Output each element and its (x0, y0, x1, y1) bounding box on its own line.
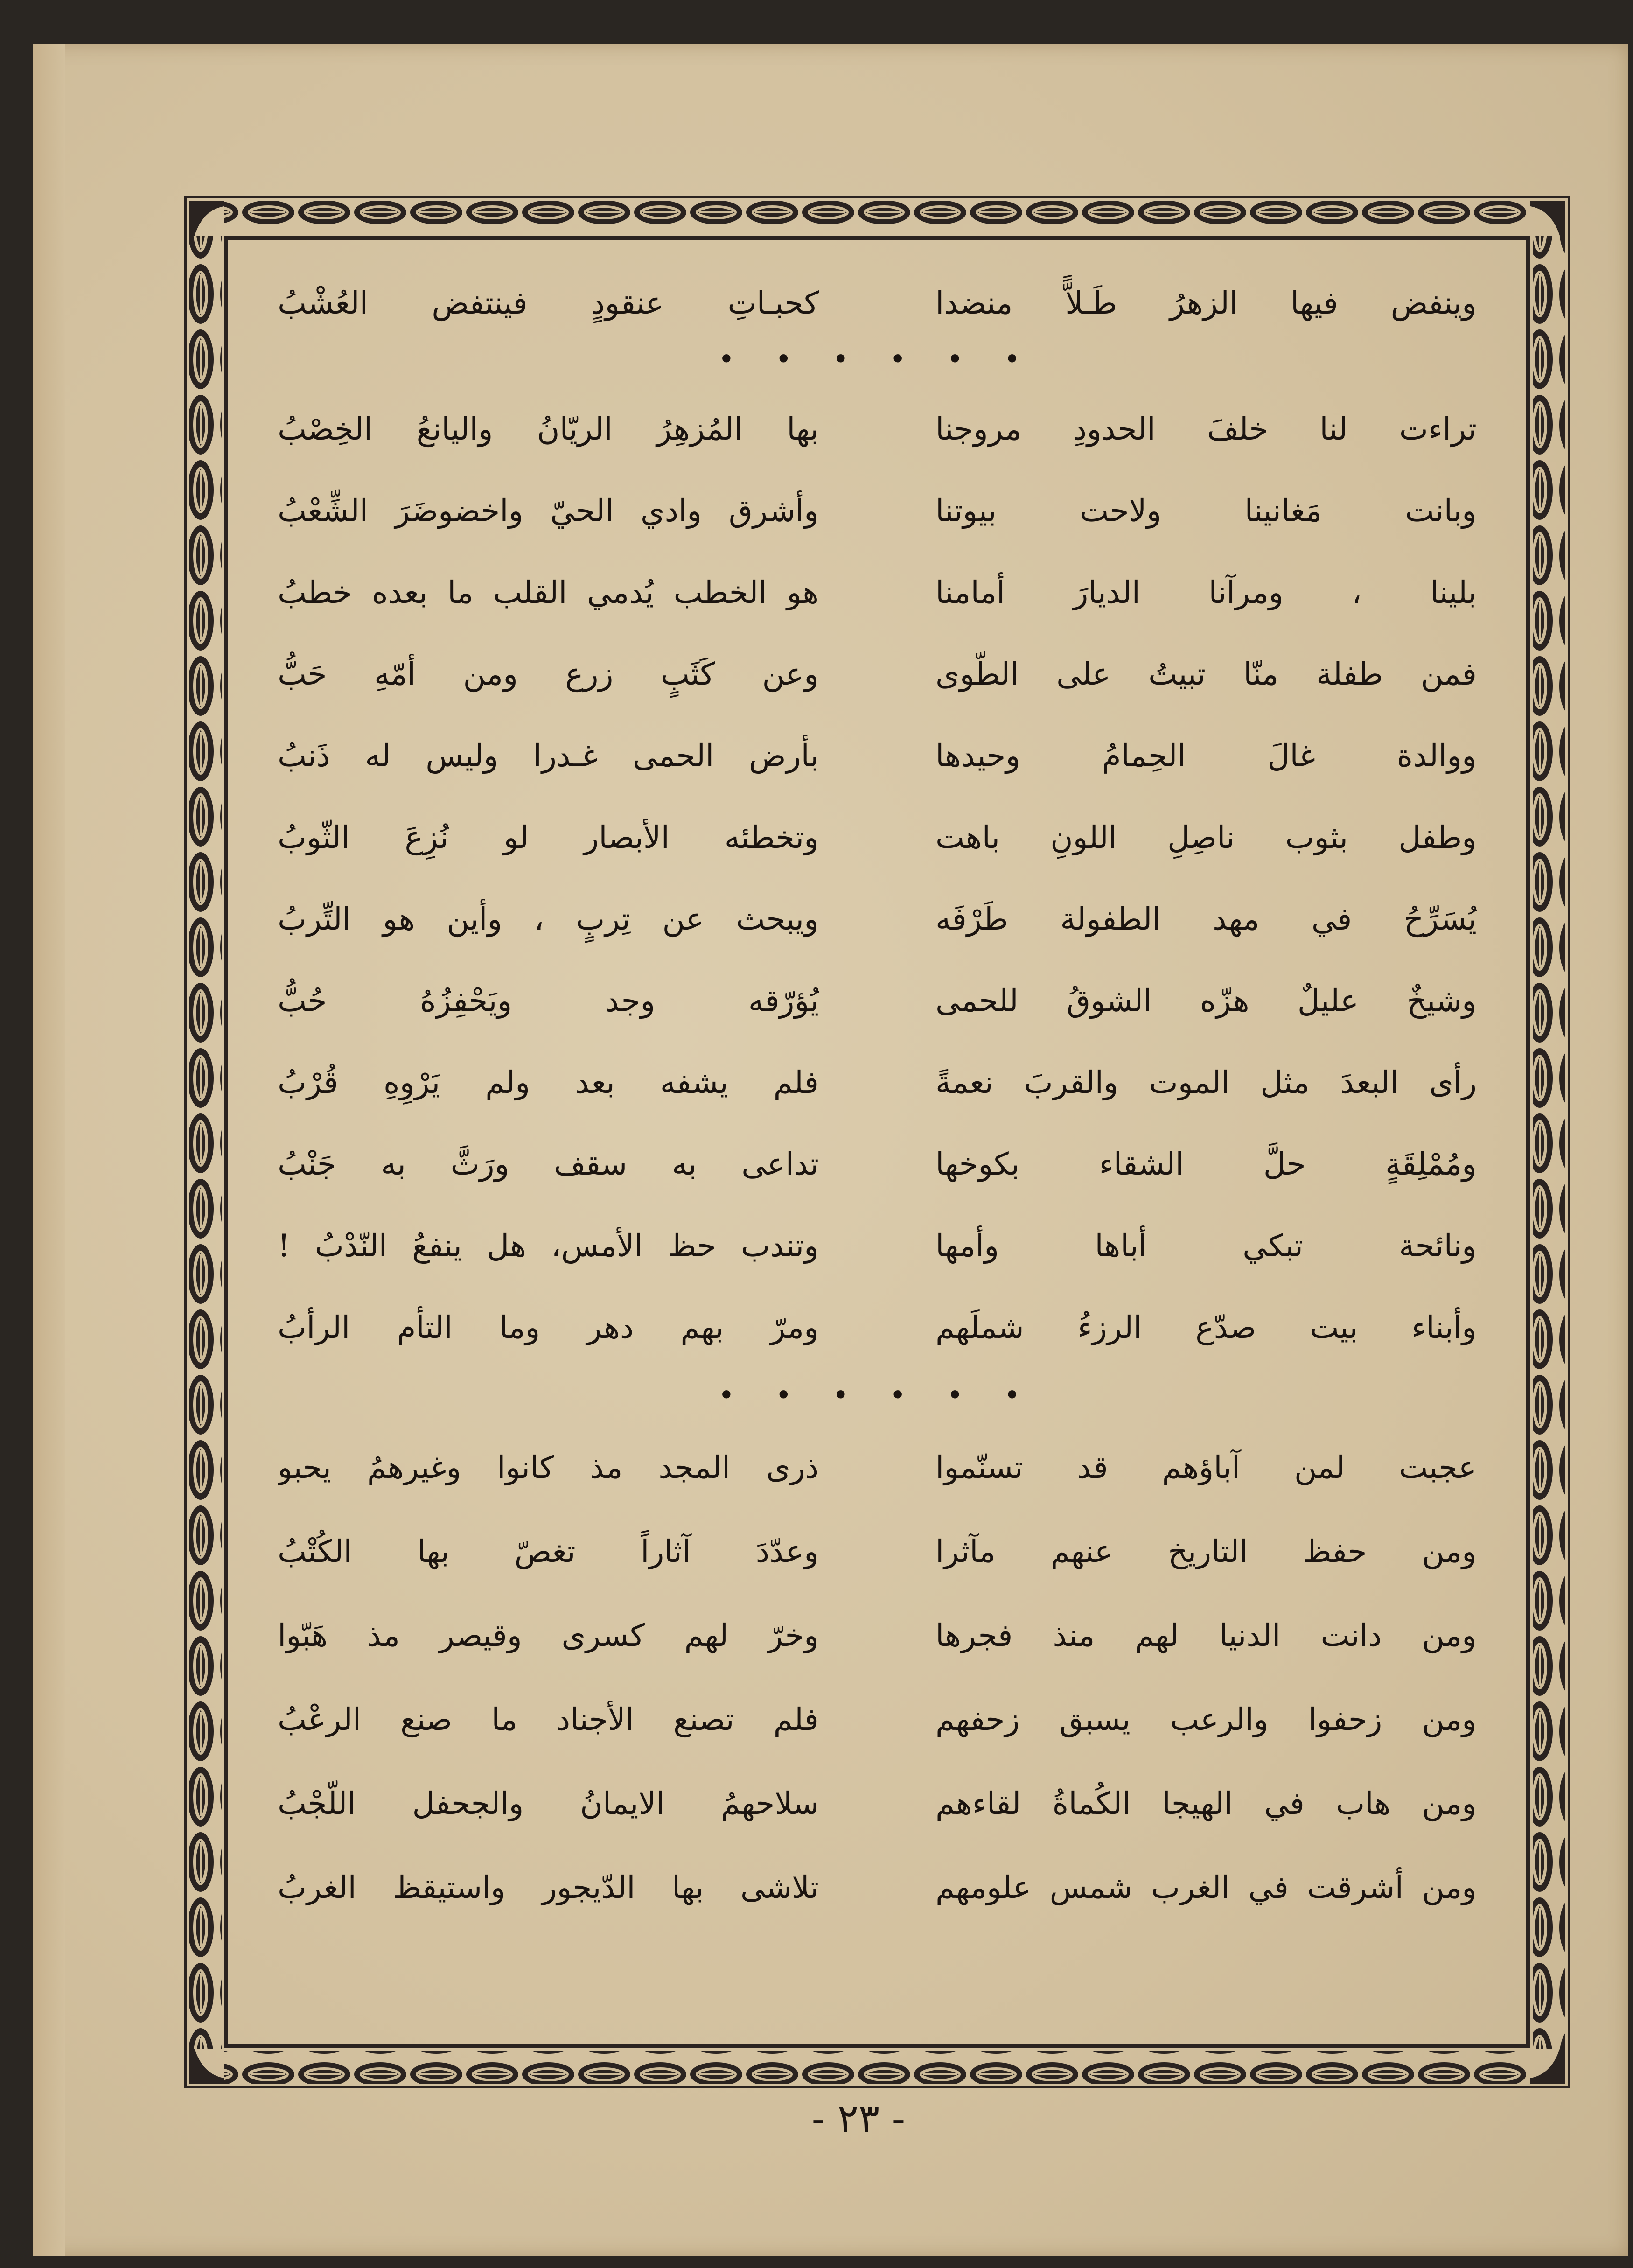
verse-line (278, 1055, 1477, 1111)
verse-line (278, 275, 1477, 331)
verse-line (278, 1692, 1477, 1748)
verse-second-hemistich: بأرض الحمى غـدرا وليس له ذَنبُ (278, 738, 819, 774)
verse-first-hemistich: عجبت لمن آباؤهم قد تسنّموا (935, 1449, 1477, 1485)
verse-second-hemistich: كحبـاتِ عنقودٍ فينتفض العُشْبُ (278, 285, 819, 321)
verse-line (278, 1136, 1477, 1192)
verse-line (278, 483, 1477, 539)
verse-line (278, 810, 1477, 866)
verse-first-hemistich: وطفل بثوب ناصِلِ اللونِ باهت (935, 819, 1477, 855)
verse-line (278, 1300, 1477, 1356)
verse-line (278, 1860, 1477, 1916)
verse-second-hemistich: وتخطئه الأبصار لو نُزِعَ الثّوبُ (278, 819, 819, 855)
verse-line (278, 1440, 1477, 1496)
verse-first-hemistich: وبانت مَغانينا ولاحت بيوتنا (935, 493, 1477, 529)
verse-first-hemistich: ومن أشرقت في الغرب شمس علومهم (935, 1869, 1477, 1905)
book-page (33, 44, 1628, 2256)
verse-second-hemistich: فلم يشفه بعد ولم يَرْوِهِ قُرْبُ (278, 1064, 819, 1100)
verse-first-hemistich: ومن دانت الدنيا لهم منذ فجرها (935, 1617, 1477, 1653)
verse-first-hemistich: تراءت لنا خلفَ الحدودِ مروجنا (935, 411, 1477, 447)
verse-line (278, 1608, 1477, 1664)
verse-second-hemistich: تلاشى بها الدّيجور واستيقظ الغربُ (278, 1869, 819, 1905)
page-number: - ٢٣ - (811, 2096, 906, 2142)
verse-first-hemistich: وأبناء بيت صدّع الرزءُ شملَهم (935, 1309, 1477, 1345)
verse-second-hemistich: يُؤرّقه وجد ويَحْفِزُهُ حُبُّ (278, 983, 819, 1019)
verse-first-hemistich: وينفض فيها الزهرُ طَـلاًّ منضدا (935, 285, 1477, 321)
verse-first-hemistich: ومن هاب في الهيجا الكُماةُ لقاءهم (935, 1785, 1477, 1821)
verse-first-hemistich: ووالدة غالَ الحِمامُ وحيدها (935, 738, 1477, 774)
stanza-separator: • • • • • • (718, 343, 1036, 376)
verse-second-hemistich: فلم تصنع الأجناد ما صنع الرعْبُ (278, 1701, 819, 1737)
verse-second-hemistich: ويبحث عن تِربٍ ، وأين هو التِّربُ (278, 901, 819, 937)
verse-first-hemistich: ومُمْلِقَةٍ حلَّ الشقاء بكوخها (935, 1146, 1477, 1182)
verse-second-hemistich: وتندب حظ الأمس، هل ينفعُ النّدْبُ ! (278, 1228, 819, 1264)
stanza-separator: • • • • • • (718, 1379, 1036, 1412)
verse-first-hemistich: بلينا ، ومرآنا الديارَ أمامنا (935, 574, 1477, 610)
verse-line (278, 973, 1477, 1029)
verse-line (278, 728, 1477, 784)
verse-first-hemistich: ومن حفظ التاريخ عنهم مآثرا (935, 1533, 1477, 1569)
verse-second-hemistich: سلاحهمُ الايمانُ والجحفل اللّجْبُ (278, 1785, 819, 1821)
verse-second-hemistich: هو الخطب يُدمي القلب ما بعده خطبُ (278, 574, 819, 610)
verse-line (278, 1776, 1477, 1832)
poem-body (278, 275, 1477, 2011)
verse-line (278, 646, 1477, 702)
verse-second-hemistich: ومرّ بهم دهر وما التأم الرأبُ (278, 1309, 819, 1345)
verse-line (278, 565, 1477, 621)
verse-first-hemistich: رأى البعدَ مثل الموت والقربَ نعمةً (935, 1064, 1477, 1100)
verse-first-hemistich: فمن طفلة منّا تبيتُ على الطّوى (935, 656, 1477, 692)
page-edge (33, 44, 65, 2256)
verse-second-hemistich: وأشرق وادي الحيّ واخضوضَرَ الشِّعْبُ (278, 493, 819, 529)
verse-first-hemistich: وشيخٌ عليلٌ هزّه الشوقُ للحمى (935, 983, 1477, 1019)
verse-line (278, 1524, 1477, 1580)
verse-first-hemistich: ونائحة تبكي أباها وأمها (935, 1228, 1477, 1264)
verse-first-hemistich: ومن زحفوا والرعب يسبق زحفهم (935, 1701, 1477, 1737)
verse-line (278, 1218, 1477, 1274)
verse-second-hemistich: تداعى به سقف ورَثَّ به جَنْبُ (278, 1146, 819, 1182)
verse-second-hemistich: وعن كَثَبٍ زرع ومن أمّهِ حَبُّ (278, 656, 819, 692)
verse-first-hemistich: يُسَرِّحُ في مهد الطفولة طَرْفَه (935, 901, 1477, 937)
verse-second-hemistich: ذرى المجد مذ كانوا وغيرهمُ يحبو (278, 1449, 819, 1485)
verse-second-hemistich: بها المُزهِرُ الريّانُ واليانعُ الخِصْبُ (278, 411, 819, 447)
ornamental-frame (184, 196, 1570, 2088)
verse-second-hemistich: وعدّدَ آثاراً تغصّ بها الكُتْبُ (278, 1533, 819, 1569)
verse-line (278, 401, 1477, 457)
verse-line (278, 891, 1477, 947)
verse-second-hemistich: وخرّ لهم كسرى وقيصر مذ هَبّوا (278, 1617, 819, 1653)
